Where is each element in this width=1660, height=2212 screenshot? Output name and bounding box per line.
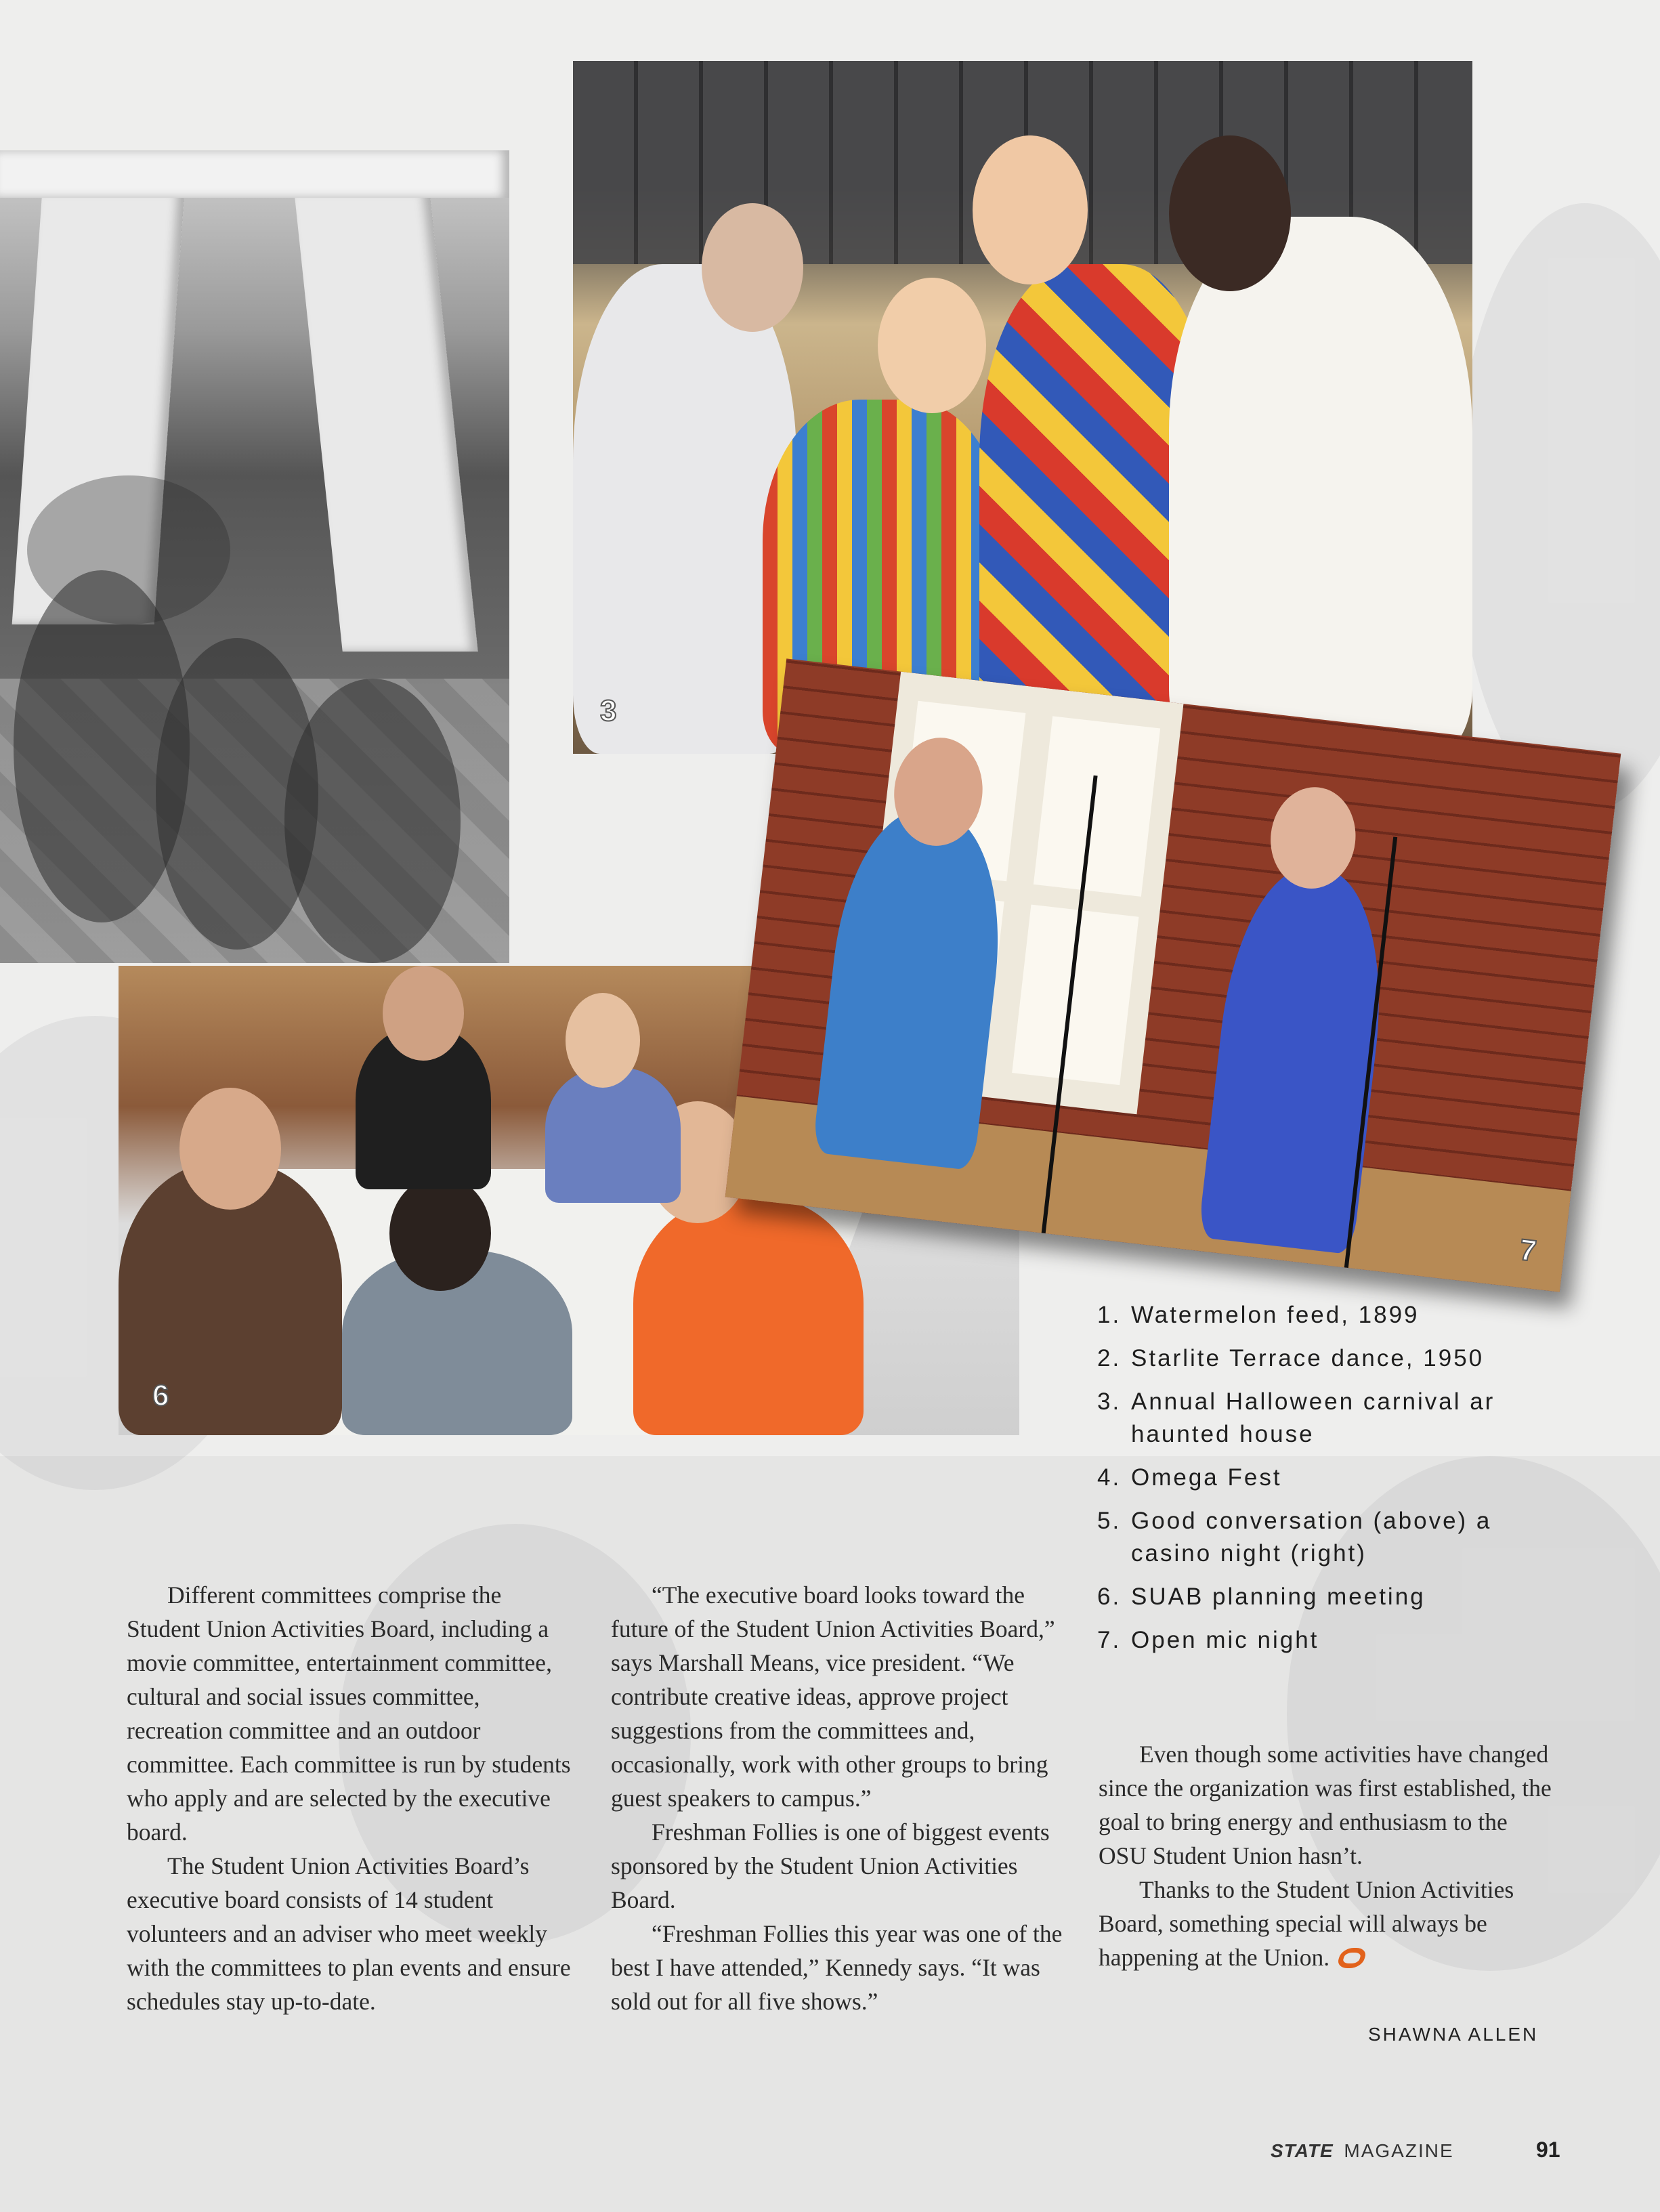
magazine-footer xyxy=(1271,2140,1454,2162)
caption-item: 4. Omega Fest xyxy=(1097,1464,1282,1491)
paragraph: “Freshman Follies this year was one of the best I have attended,” Kennedy says. “It was sold out for all five shows.” xyxy=(611,1920,1063,2015)
article-column-1 xyxy=(127,1578,577,2018)
article-column-3 xyxy=(1099,1737,1559,1974)
photo-number-7: 7 xyxy=(1518,1233,1539,1269)
author-byline: SHAWNA ALLEN xyxy=(1368,2024,1539,2045)
paragraph: Thanks to the Student Union Activities Board, something special will always be happening at the Union. xyxy=(1099,1876,1514,1971)
photo-number-3: 3 xyxy=(600,694,618,727)
magazine-brand: STATE xyxy=(1271,2140,1334,2161)
paragraph: The Student Union Activities Board’s executive board consists of 14 student volunteers and an adviser who meet weekly with the committees to plan events and ensure schedules stay up-to-date. xyxy=(127,1852,571,2015)
article-column-2 xyxy=(611,1578,1071,2018)
paragraph: Freshman Follies is one of biggest events sponsored by the Student Union Activities Board. xyxy=(611,1818,1050,1913)
background-texture xyxy=(1456,203,1660,813)
caption-item: 5. Good conversation (above) a casino night (right) xyxy=(1097,1508,1492,1567)
caption-item: 2. Starlite Terrace dance, 1950 xyxy=(1097,1345,1485,1371)
paragraph: “The executive board looks toward the future of the Student Union Activities Board,” says Marshall Means, vice president. “We contribute creative ideas, approve project suggestions from the committees and, occasionally, work with other groups to bring guest speakers to campus.” xyxy=(611,1581,1055,1812)
caption-item: 6. SUAB planning meeting xyxy=(1097,1583,1426,1610)
paragraph: Even though some activities have changed since the organization was first established, the goal to bring energy and enthusiasm to the OSU Student Union hasn’t. xyxy=(1099,1741,1552,1869)
photo-halloween-carnival xyxy=(573,61,1472,754)
osu-logo-icon xyxy=(1336,1948,1368,1968)
photo-open-mic-night xyxy=(725,658,1621,1292)
photo-captions-list xyxy=(1097,1299,1565,1667)
photo-starlite-terrace-dance xyxy=(0,150,509,963)
paragraph: Different committees comprise the Student Union Activities Board, including a movie committee, entertainment committee, cultural and social issues committee, recreation committee and an outdoor committee. Each committee is run by students who apply and are selected by the executive board. xyxy=(127,1581,571,1846)
caption-item: 1. Watermelon feed, 1899 xyxy=(1097,1302,1420,1328)
caption-item: 3. Annual Halloween carnival ar haunted house xyxy=(1097,1388,1495,1447)
page-number: 91 xyxy=(1536,2137,1560,2162)
caption-item: 7. Open mic night xyxy=(1097,1627,1319,1653)
photo-number-6: 6 xyxy=(152,1379,170,1412)
magazine-label: MAGAZINE xyxy=(1344,2140,1454,2161)
